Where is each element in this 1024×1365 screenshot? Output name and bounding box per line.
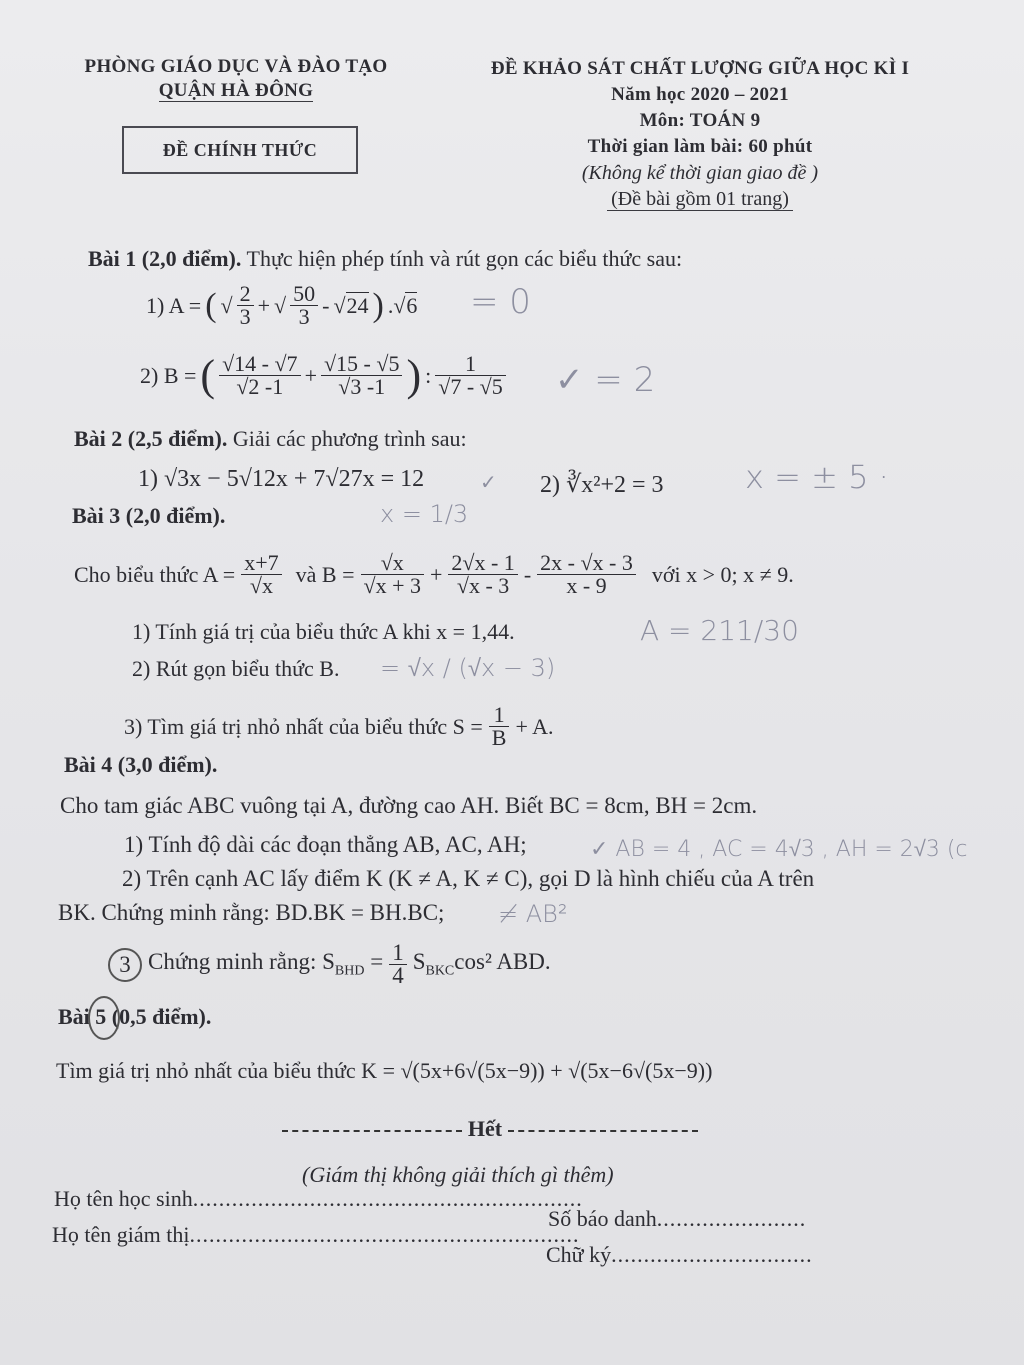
bai3-condition: với x > 0; x ≠ 9. — [651, 561, 794, 587]
bai4-q1: 1) Tính độ dài các đoạn thẳng AB, AC, AH; — [124, 832, 527, 857]
fraction-b3: $\frac{2x - √x - 3}{x - 9}$ — [537, 552, 636, 597]
bai5-title: Bài 5 (0,5 điểm). — [58, 1004, 212, 1029]
school-year: Năm học 2020 – 2021 — [611, 84, 789, 105]
bai2-q2: 2) ∛x²+2 = 3 — [540, 472, 664, 498]
end-marker — [280, 1116, 700, 1142]
bai1-q1-label: 1) A = — [146, 292, 202, 318]
bai2-prompt: Giải các phương trình sau: — [232, 426, 467, 451]
check-mark: ✓ — [480, 470, 497, 494]
student-name-label: Họ tên học sinh — [54, 1186, 193, 1211]
bai4-q3-sub1: BHD — [334, 963, 365, 979]
bai3-q3-text: 3) Tìm giá trị nhỏ nhất của biểu thức S = — [124, 713, 483, 739]
bai1-prompt: Thực hiện phép tính và rút gọn các biểu thức sau: — [246, 246, 683, 271]
student-name-line — [54, 1186, 583, 1212]
proctor-name-label: Họ tên giám thị — [52, 1222, 190, 1247]
signature-label: Chữ ký — [546, 1242, 612, 1267]
dotted-fill: ............................................................ — [189, 1222, 580, 1247]
bai2-q2-handwritten-answer: x = ± 5 · — [745, 458, 889, 496]
fraction-2-3: $\frac{2}{3}$ — [237, 283, 254, 328]
bai1-heading — [88, 246, 682, 272]
subject: Môn: TOÁN 9 — [639, 110, 761, 131]
paren-close: ) — [406, 351, 422, 400]
candidate-number-label: Số báo danh — [548, 1206, 657, 1231]
page-count — [450, 188, 950, 211]
duration: Thời gian làm bài: 60 phút — [587, 136, 813, 157]
bai2-q1: 1) √3x − 5√12x + 7√27x = 12 — [138, 466, 425, 492]
fraction-sqrt15: $\frac{√15 - √5}{√3 -1}$ — [321, 353, 402, 398]
proctor-name-line — [52, 1222, 579, 1248]
bai3-q3 — [124, 704, 554, 749]
plus: + — [304, 362, 317, 388]
circle-mark — [88, 996, 120, 1040]
bai2-title: Bài 2 (2,5 điểm). — [74, 426, 228, 451]
bai4-q3-text: Chứng minh rằng: $S_{BHD}$ = — [148, 949, 384, 979]
minus: - — [322, 292, 330, 318]
bai2-q1-handwritten-answer: x = 1/3 — [380, 500, 469, 528]
divide: : — [425, 362, 432, 388]
bai1-q2-label: 2) B = — [140, 362, 197, 388]
bai4-q1-handwritten-answer: ✓ AB = 4 , AC = 4√3 , AH = 2√3 (c — [590, 837, 968, 862]
bai3-intro: Cho biểu thức A = — [74, 561, 236, 587]
fraction-b2: $\frac{2√x - 1}{√x - 3}$ — [448, 552, 517, 597]
exam-title: ĐỀ KHẢO SÁT CHẤT LƯỢNG GIỮA HỌC KÌ I — [490, 58, 910, 79]
bai3-expressions — [74, 552, 794, 597]
bai5-expression: √(5x+6√(5x−9)) + √(5x−6√(5x−9)) — [400, 1058, 713, 1083]
fraction-sqrt14: $\frac{√14 - √7}{√2 -1}$ — [219, 353, 300, 398]
signature-line — [546, 1242, 813, 1268]
bai3-q2-handwritten-answer: = √x / (√x − 3) — [380, 654, 556, 682]
fraction-a: $\frac{x+7}{√x}$ — [241, 552, 281, 597]
bai4-title: Bài 4 (3,0 điểm). — [64, 752, 218, 777]
fraction-b1: $\frac{√x}{√x + 3}$ — [361, 552, 424, 597]
bai3-q1-handwritten-answer: A = 211/30 — [640, 614, 799, 647]
dotted-fill: ............................................................ — [192, 1186, 583, 1211]
radical: √ — [220, 292, 233, 318]
official-exam-box: ĐỀ CHÍNH THỨC — [122, 126, 358, 174]
bai4-q3-rhs: $S_{BKC}\cos^2$ ABD. — [412, 949, 551, 979]
page-count-label: (Đề bài gồm 01 trang) — [607, 188, 793, 211]
circled-number: 3 — [108, 948, 142, 982]
fraction-reciprocal: $\frac{1}{√7 - √5}$ — [435, 353, 505, 398]
proctor-note: (Giám thị không giải thích gì thêm) — [302, 1162, 614, 1187]
bai4-q2-handwritten-answer: ≠ AB² — [498, 900, 568, 928]
bai1-q1-handwritten-answer: = 0 — [470, 282, 531, 322]
bai3-q1: 1) Tính giá trị của biểu thức A khi x = 1,44. — [132, 619, 515, 644]
plus: + — [429, 561, 443, 587]
bai4-q3-tail: cos² ABD. — [454, 949, 551, 975]
bai5-prompt-text: Tìm giá trị nhỏ nhất của biểu thức K = — [56, 1058, 395, 1083]
candidate-number-line — [548, 1206, 806, 1232]
bai5-prompt — [56, 1058, 712, 1084]
dotted-fill: ............................... — [611, 1242, 813, 1267]
dash-line-left — [282, 1130, 462, 1132]
paren-open: ( — [205, 286, 217, 324]
paren-close: ) — [372, 286, 384, 324]
fraction-1-4: $\frac{1}{4}$ — [389, 942, 407, 987]
bai1-title: Bài 1 (2,0 điểm). — [88, 246, 242, 271]
bai1-q2 — [140, 350, 506, 401]
sqrt-24: √24 — [333, 292, 369, 318]
bai4-q3-sub2: BKC — [425, 963, 455, 979]
dotted-fill: ....................... — [656, 1206, 807, 1231]
end-label: Hết — [467, 1116, 503, 1141]
department-name: PHÒNG GIÁO DỤC VÀ ĐÀO TẠO — [84, 56, 388, 77]
sqrt-6: .√6 — [387, 292, 418, 318]
bai4-q3-label: Chứng minh rằng: S — [148, 949, 335, 975]
paren-open: ( — [200, 351, 216, 400]
minus: - — [523, 561, 532, 587]
bai3-title: Bài 3 (2,0 điểm). — [72, 503, 226, 528]
bai1-q2-handwritten-answer: ✓ = 2 — [555, 360, 656, 400]
bai4-q2-line2: BK. Chứng minh rằng: BD.BK = BH.BC; — [58, 900, 445, 925]
bai3-and-b: và B = — [295, 561, 355, 587]
bai1-q1 — [146, 283, 417, 328]
bai4-q3 — [108, 942, 551, 987]
bai2-heading — [74, 426, 467, 452]
fraction-1-b: $\frac{1}{B}$ — [489, 704, 510, 749]
fraction-50-3: $\frac{50}{3}$ — [290, 283, 318, 328]
radical: √ — [274, 292, 287, 318]
bai3-q2: 2) Rút gọn biểu thức B. — [132, 656, 340, 681]
bai3-q3-tail: + A. — [515, 713, 554, 739]
dash-line-right — [508, 1130, 698, 1132]
bai4-intro: Cho tam giác ABC vuông tại A, đường cao AH. Biết BC = 8cm, BH = 2cm. — [60, 793, 758, 818]
duration-note: (Không kể thời gian giao đề ) — [581, 162, 819, 184]
district-label: QUẬN HÀ ĐÔNG — [158, 80, 314, 101]
plus: + — [257, 292, 271, 318]
bai4-q2-line1: 2) Trên cạnh AC lấy điểm K (K ≠ A, K ≠ C), gọi D là hình chiếu của A trên — [122, 866, 815, 891]
district-name — [70, 80, 402, 102]
